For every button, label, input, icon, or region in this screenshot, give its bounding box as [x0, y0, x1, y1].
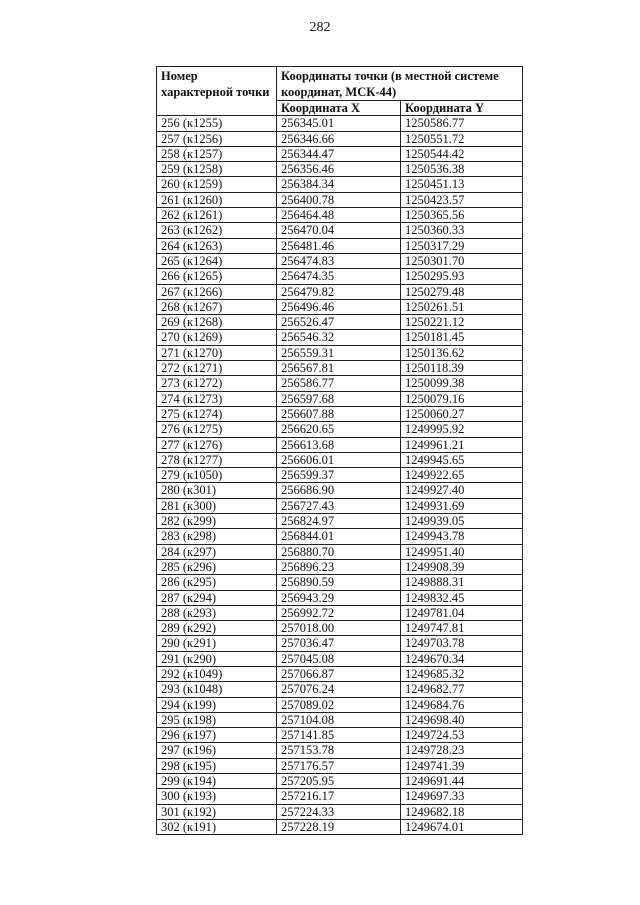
coordinate-y-cell: 1249931.69: [401, 498, 523, 513]
point-number-cell: 300 (к193): [157, 789, 277, 804]
table-row: [157, 651, 523, 666]
coordinate-x-cell: 256567.81: [277, 361, 401, 376]
point-number-cell: 264 (к1263): [157, 238, 277, 253]
coordinate-x-cell: 256345.01: [277, 116, 401, 131]
coordinates-group-header: Координаты точки (в местной системе координат, МСК-44): [277, 67, 523, 101]
point-number-cell: 266 (к1265): [157, 269, 277, 284]
point-number-cell: 257 (к1256): [157, 131, 277, 146]
coordinate-x-cell: 257216.17: [277, 789, 401, 804]
table-row: [157, 284, 523, 299]
point-number-cell: 301 (к192): [157, 804, 277, 819]
point-number-cell: 291 (к290): [157, 651, 277, 666]
coordinate-y-cell: 1250317.29: [401, 238, 523, 253]
point-number-cell: 295 (к198): [157, 712, 277, 727]
point-number-cell: 292 (к1049): [157, 666, 277, 681]
coordinate-y-cell: 1249995.92: [401, 422, 523, 437]
table-row: [157, 743, 523, 758]
coordinate-y-cell: 1250279.48: [401, 284, 523, 299]
coordinate-x-cell: 256597.68: [277, 391, 401, 406]
point-number-cell: 286 (к295): [157, 575, 277, 590]
coordinate-y-cell: 1249943.78: [401, 529, 523, 544]
table-row: [157, 819, 523, 834]
point-number-cell: 283 (к298): [157, 529, 277, 544]
table-row: [157, 804, 523, 819]
coordinate-y-cell: 1250423.57: [401, 192, 523, 207]
coordinate-x-cell: 257036.47: [277, 636, 401, 651]
coordinate-x-cell: 256400.78: [277, 192, 401, 207]
coordinate-y-cell: 1249682.18: [401, 804, 523, 819]
coordinate-y-cell: 1249741.39: [401, 758, 523, 773]
coordinate-y-cell: 1250536.38: [401, 162, 523, 177]
coordinate-y-cell: 1249922.65: [401, 468, 523, 483]
coordinate-x-cell: 256479.82: [277, 284, 401, 299]
coordinate-y-cell: 1249747.81: [401, 621, 523, 636]
point-number-cell: 289 (к292): [157, 621, 277, 636]
coordinate-x-cell: 256992.72: [277, 605, 401, 620]
point-number-cell: 302 (к191): [157, 819, 277, 834]
coordinate-y-cell: 1250301.70: [401, 253, 523, 268]
coordinate-x-cell: 256943.29: [277, 590, 401, 605]
coordinate-y-cell: 1250451.13: [401, 177, 523, 192]
coordinate-y-cell: 1250221.12: [401, 315, 523, 330]
coordinate-y-cell: 1249728.23: [401, 743, 523, 758]
table-row: [157, 605, 523, 620]
table-row: [157, 269, 523, 284]
table-row: [157, 682, 523, 697]
coordinate-x-cell: 257176.57: [277, 758, 401, 773]
coordinate-y-cell: 1249939.05: [401, 514, 523, 529]
point-number-cell: 276 (к1275): [157, 422, 277, 437]
point-number-cell: 279 (к1050): [157, 468, 277, 483]
table-row: [157, 376, 523, 391]
point-number-cell: 282 (к299): [157, 514, 277, 529]
table-row: [157, 208, 523, 223]
coordinate-y-header: Координата Y: [401, 101, 523, 116]
coordinate-x-cell: 257224.33: [277, 804, 401, 819]
coordinate-y-cell: 1249674.01: [401, 819, 523, 834]
coordinate-x-cell: 256384.34: [277, 177, 401, 192]
coordinate-y-cell: 1249888.31: [401, 575, 523, 590]
coordinate-x-cell: 256896.23: [277, 559, 401, 574]
coordinate-x-cell: 256620.65: [277, 422, 401, 437]
coordinate-x-cell: 256844.01: [277, 529, 401, 544]
coordinate-y-cell: 1250060.27: [401, 406, 523, 421]
table-row: [157, 758, 523, 773]
coordinate-y-cell: 1250118.39: [401, 361, 523, 376]
point-number-cell: 278 (к1277): [157, 452, 277, 467]
table-row: [157, 621, 523, 636]
table-row: [157, 774, 523, 789]
coordinate-x-cell: 256686.90: [277, 483, 401, 498]
coordinate-x-cell: 256607.88: [277, 406, 401, 421]
table-row: [157, 162, 523, 177]
coordinate-x-cell: 257076.24: [277, 682, 401, 697]
coordinate-y-cell: 1249697.33: [401, 789, 523, 804]
coordinate-x-cell: 256356.46: [277, 162, 401, 177]
point-number-cell: 259 (к1258): [157, 162, 277, 177]
point-number-cell: 270 (к1269): [157, 330, 277, 345]
table-row: [157, 789, 523, 804]
table-row: [157, 697, 523, 712]
table-row: [157, 315, 523, 330]
table-row: [157, 666, 523, 681]
coordinate-y-cell: 1249685.32: [401, 666, 523, 681]
coordinate-y-cell: 1249703.78: [401, 636, 523, 651]
coordinate-y-cell: 1249684.76: [401, 697, 523, 712]
coordinate-y-cell: 1249832.45: [401, 590, 523, 605]
coordinate-y-cell: 1249961.21: [401, 437, 523, 452]
coordinate-x-cell: 256474.83: [277, 253, 401, 268]
coordinate-y-cell: 1250261.51: [401, 299, 523, 314]
table-row: [157, 345, 523, 360]
table-row: [157, 299, 523, 314]
point-number-cell: 287 (к294): [157, 590, 277, 605]
table-row: [157, 544, 523, 559]
coordinate-x-cell: 256890.59: [277, 575, 401, 590]
point-number-cell: 293 (к1048): [157, 682, 277, 697]
coordinate-x-header: Координата X: [277, 101, 401, 116]
coordinate-y-cell: 1250551.72: [401, 131, 523, 146]
coordinate-y-cell: 1250360.33: [401, 223, 523, 238]
table-row: [157, 590, 523, 605]
table-row: [157, 177, 523, 192]
coordinate-x-cell: 256346.66: [277, 131, 401, 146]
table-row: [157, 238, 523, 253]
coordinate-x-cell: 257045.08: [277, 651, 401, 666]
table-row: [157, 131, 523, 146]
coordinate-x-cell: 256464.48: [277, 208, 401, 223]
coordinate-y-cell: 1249691.44: [401, 774, 523, 789]
coordinate-x-cell: 257104.08: [277, 712, 401, 727]
table-row: [157, 483, 523, 498]
table-row: [157, 391, 523, 406]
table-row: [157, 253, 523, 268]
table-row: [157, 452, 523, 467]
table-row: [157, 468, 523, 483]
point-number-cell: 256 (к1255): [157, 116, 277, 131]
coordinate-y-cell: 1249908.39: [401, 559, 523, 574]
point-number-cell: 296 (к197): [157, 728, 277, 743]
point-number-cell: 263 (к1262): [157, 223, 277, 238]
coordinate-x-cell: 256526.47: [277, 315, 401, 330]
page-number: 282: [309, 20, 331, 35]
coordinate-x-cell: 256606.01: [277, 452, 401, 467]
coordinate-y-cell: 1250181.45: [401, 330, 523, 345]
point-number-cell: 284 (к297): [157, 544, 277, 559]
table-row: [157, 330, 523, 345]
point-number-cell: 265 (к1264): [157, 253, 277, 268]
point-number-cell: 268 (к1267): [157, 299, 277, 314]
coordinate-y-cell: 1250544.42: [401, 146, 523, 161]
coordinate-y-cell: 1249945.65: [401, 452, 523, 467]
table-row: [157, 406, 523, 421]
table-row: [157, 498, 523, 513]
coordinate-y-cell: 1250586.77: [401, 116, 523, 131]
table-row: [157, 514, 523, 529]
point-number-cell: 281 (к300): [157, 498, 277, 513]
point-number-cell: 277 (к1276): [157, 437, 277, 452]
table-row: [157, 146, 523, 161]
point-number-cell: 260 (к1259): [157, 177, 277, 192]
coordinate-y-cell: 1249682.77: [401, 682, 523, 697]
coordinate-x-cell: 256727.43: [277, 498, 401, 513]
coordinate-y-cell: 1250295.93: [401, 269, 523, 284]
point-number-cell: 275 (к1274): [157, 406, 277, 421]
coordinate-x-cell: 257205.95: [277, 774, 401, 789]
point-number-header: Номер характерной точки: [157, 67, 277, 116]
coordinate-x-cell: 257153.78: [277, 743, 401, 758]
coordinate-y-cell: 1249781.04: [401, 605, 523, 620]
coordinate-x-cell: 256824.97: [277, 514, 401, 529]
coordinate-x-cell: 256470.04: [277, 223, 401, 238]
point-number-cell: 297 (к196): [157, 743, 277, 758]
table-body: [157, 116, 523, 835]
point-number-cell: 261 (к1260): [157, 192, 277, 207]
coordinate-x-cell: 256481.46: [277, 238, 401, 253]
point-number-cell: 285 (к296): [157, 559, 277, 574]
point-number-cell: 299 (к194): [157, 774, 277, 789]
coordinate-y-cell: 1250136.62: [401, 345, 523, 360]
coordinate-x-cell: 256474.35: [277, 269, 401, 284]
table-row: [157, 116, 523, 131]
coordinate-x-cell: 257066.87: [277, 666, 401, 681]
coordinate-x-cell: 256496.46: [277, 299, 401, 314]
coordinate-x-cell: 256546.32: [277, 330, 401, 345]
table-header: [157, 67, 523, 116]
point-number-cell: 294 (к199): [157, 697, 277, 712]
point-number-cell: 290 (к291): [157, 636, 277, 651]
coordinate-y-cell: 1250365.56: [401, 208, 523, 223]
point-number-cell: 258 (к1257): [157, 146, 277, 161]
table-row: [157, 529, 523, 544]
point-number-cell: 269 (к1268): [157, 315, 277, 330]
table-row: [157, 636, 523, 651]
point-number-cell: 274 (к1273): [157, 391, 277, 406]
point-number-cell: 288 (к293): [157, 605, 277, 620]
coordinate-x-cell: 256880.70: [277, 544, 401, 559]
coordinate-y-cell: 1250099.38: [401, 376, 523, 391]
table-row: [157, 422, 523, 437]
coordinate-y-cell: 1249927.40: [401, 483, 523, 498]
coordinates-table: [156, 66, 523, 835]
point-number-cell: 273 (к1272): [157, 376, 277, 391]
table-row: [157, 361, 523, 376]
point-number-cell: 271 (к1270): [157, 345, 277, 360]
coordinate-x-cell: 256586.77: [277, 376, 401, 391]
coordinate-y-cell: 1249698.40: [401, 712, 523, 727]
coordinate-x-cell: 256344.47: [277, 146, 401, 161]
table-row: [157, 559, 523, 574]
table-row: [157, 192, 523, 207]
point-number-cell: 272 (к1271): [157, 361, 277, 376]
point-number-cell: 280 (к301): [157, 483, 277, 498]
coordinate-x-cell: 256559.31: [277, 345, 401, 360]
coordinate-x-cell: 257228.19: [277, 819, 401, 834]
coordinate-y-cell: 1249951.40: [401, 544, 523, 559]
coordinate-x-cell: 257141.85: [277, 728, 401, 743]
coordinate-y-cell: 1250079.16: [401, 391, 523, 406]
point-number-cell: 262 (к1261): [157, 208, 277, 223]
coordinate-x-cell: 256613.68: [277, 437, 401, 452]
table-row: [157, 575, 523, 590]
point-number-cell: 267 (к1266): [157, 284, 277, 299]
coordinate-x-cell: 257018.00: [277, 621, 401, 636]
table-row: [157, 223, 523, 238]
table-row: [157, 728, 523, 743]
table-row: [157, 437, 523, 452]
point-number-cell: 298 (к195): [157, 758, 277, 773]
table-row: [157, 712, 523, 727]
coordinate-x-cell: 256599.37: [277, 468, 401, 483]
coordinate-y-cell: 1249670.34: [401, 651, 523, 666]
coordinate-y-cell: 1249724.53: [401, 728, 523, 743]
coordinate-x-cell: 257089.02: [277, 697, 401, 712]
